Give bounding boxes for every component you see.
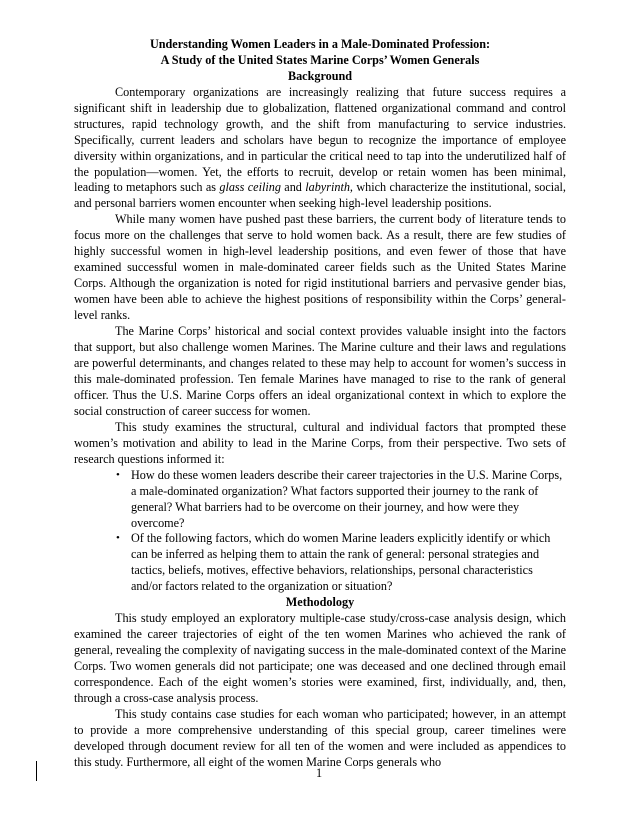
page-number: 1 <box>315 766 323 780</box>
research-question-2 <box>116 531 566 595</box>
bullet-icon: • <box>116 532 120 545</box>
bullet-icon: • <box>116 468 120 481</box>
methodology-paragraph-2: This study contains case studies for each woman who participated; however, in an attempt to provide a more comprehensive understanding of this special group, career timelines were developed through document review for all ten of the women and were included as appendices to this study. Furthermore, all eight of the women Marine Corps generals who <box>74 706 566 769</box>
background-paragraph-3: The Marine Corps’ historical and social context provides valuable insight into the factors that support, but also challenge women Marines. The Marine culture and their laws and regulations are powerful determinants, and changes related to these may help to account for women’s success in this male-dominated profession. Ten female Marines have managed to rise to the rank of general officer. Thus the U.S. Marine Corps offers an ideal organizational context in which to explore the social construction of career success for women. <box>74 324 566 418</box>
document-page <box>74 37 566 771</box>
research-question-text: How do these women leaders describe their career trajectories in the U.S. Marine Corps, a male-dominated organization? What factors supported their journey to the rank of general? What barriers had to be overcome on their journey, and how were they overcome? <box>131 467 563 530</box>
background-paragraph-4: This study examines the structural, cultural and individual factors that prompted these women’s motivation and ability to lead in the Marine Corps, from their perspective. Two sets of research questions informed it: <box>74 419 566 466</box>
title-line-1: Understanding Women Leaders in a Male-Dominated Profession: <box>149 37 491 51</box>
document-title <box>74 37 566 69</box>
glass-ceiling-term: glass ceiling <box>219 180 281 195</box>
background-paragraph-2: While many women have pushed past these barriers, the current body of literature tends to focus more on the challenges that serve to hold women back. As a result, there are few studies of highly successful women in high-level leadership positions, and even fewer of those that have examined successful women in male-dominated career fields such as the United States Marine Corps. Although the organization is noted for rigid institutional barriers and pervasive gender bias, women have been able to achieve the highest positions of responsibility within the Corps’ general-level ranks. <box>74 212 566 323</box>
research-questions-list <box>74 468 566 596</box>
methodology-paragraph-1: This study employed an exploratory multiple-case study/cross-case analysis design, which examined the career trajectories of eight of the ten women Marines who achieved the rank of general, revealing the complexity of navigating success in the male-dominated context of the Marine Corps. Two women generals did not participate; one was deceased and one declined through email correspondence. Each of the eight women’s stories were examined, first, individually, and, then, through a cross-case analysis process. <box>74 611 566 705</box>
research-question-1 <box>116 467 566 532</box>
title-line-2: A Study of the United States Marine Corps’ Women Generals <box>160 52 480 67</box>
background-paragraph-1 <box>74 85 566 213</box>
paragraph-text: Contemporary organizations are increasingly realizing that future success requires a significant shift in leadership due to globalization, flattened organizational command and control structures, rapid technology growth, and the shift from manufacturing to service industries. Specifically, current leaders and scholars have begun to recognize the importance of employee diversity within organizations, and in particular the critical need to tap into the underutilized half of the population—women. Yet, the efforts to recruit, develop or retain women has been minimal, leading to metaphors such as <box>74 84 566 195</box>
research-question-text: Of the following factors, which do women Marine leaders explicitly identify or which can be inferred as helping them to attain the rank of general: personal strategies and tactics, beliefs, motives, effective behaviors, relationships, personal characteristics and/or factors related to the organization or situation? <box>131 531 551 594</box>
background-heading: Background <box>287 68 353 83</box>
methodology-heading: Methodology <box>285 595 355 610</box>
paragraph-text: which characterize the institutional, social, and personal barriers women encounter when seeking high-level leadership positions. <box>74 180 566 211</box>
paragraph-text: and <box>280 180 306 195</box>
labyrinth-term: labyrinth, <box>305 180 353 195</box>
